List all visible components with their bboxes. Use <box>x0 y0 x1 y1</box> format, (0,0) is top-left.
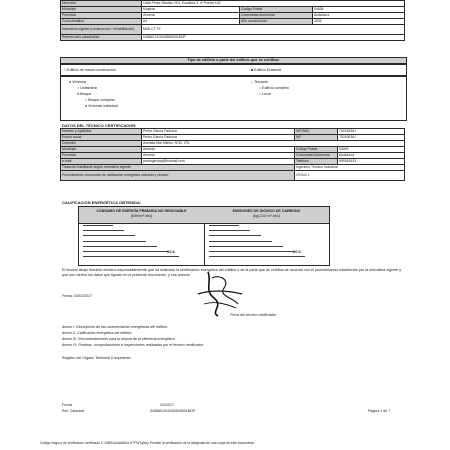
row-label-2: Comunidad Autónoma <box>240 13 313 19</box>
row-value: A4 <box>142 19 240 25</box>
row-label-2: Teléfono <box>295 159 338 165</box>
footer-ref-value: 0456601XG0405N0001BOP <box>150 409 196 413</box>
table-row <box>61 25 405 35</box>
row-label: Nombre y Apellidos <box>61 129 142 135</box>
technician-table <box>60 128 405 181</box>
row-value: Almería <box>142 13 240 19</box>
rating-scale-row <box>83 235 135 236</box>
rating-box <box>78 206 330 266</box>
checkbox-icon: □ <box>64 68 68 72</box>
page-number: Página 1 de 7 <box>368 409 391 413</box>
annex-item: Anexo II. Calificación energética del edificio. <box>62 331 133 335</box>
rating-scale-row <box>83 256 179 257</box>
row-label: Municipio <box>61 147 142 153</box>
signature-caption: Firma del técnico certificador <box>230 313 276 317</box>
primary-energy-unit: [kWh/m² año] <box>130 214 153 218</box>
co2-emissions-unit: [kgCO2/ m² año] <box>253 214 280 218</box>
row-label: Provincia <box>61 153 142 159</box>
registry-label: Registro del Órgano Territorial Competente: <box>62 356 132 360</box>
rating-scale-row <box>209 235 261 236</box>
row-value-2: 04638 <box>313 7 405 13</box>
checkbox-checked-icon: ■ <box>251 68 255 72</box>
row-label: Referencia/s catastral/es <box>61 35 142 41</box>
footer-ref-label: Ref. Catastral <box>62 409 84 413</box>
rating-section-title: CALIFICACIÓN ENERGÉTICA OBTENIDA: <box>62 200 142 205</box>
footer-date-value: 3/2/2017 <box>160 403 174 407</box>
signature-date: Fecha: 03/02/2017 <box>62 294 92 298</box>
rating-scale-row <box>209 246 283 247</box>
row-label-2: Código Postal <box>240 7 313 13</box>
row-value: pedrogarciap@hotmail.com <box>142 159 295 165</box>
rating-scale-row <box>83 230 124 231</box>
row-value: Mojácar <box>142 7 240 13</box>
row-label-2: Código Postal <box>295 147 338 153</box>
row-value-2: 75243636J <box>338 129 405 135</box>
footer-date-label: Fecha <box>62 403 72 407</box>
row-value: 0456601XG0405N0001BOP <box>142 35 405 41</box>
building-data-table <box>60 0 405 41</box>
row-value: Almería <box>142 147 295 153</box>
co2-emissions-title: EMISIONES DE DIÓXIDO DE CARBONO <box>232 209 301 213</box>
annex-item: Anexo I. Descripción de las características energéticas del edificio. <box>62 325 169 329</box>
option-vivienda-individual[interactable]: ● Vivienda individual <box>85 104 118 108</box>
row-label-2: NIF <box>295 135 338 141</box>
co2-emissions-value: 20.6 <box>293 249 301 254</box>
row-label: Procedimiento reconocido de calificación energética utilizado y versión: <box>61 171 295 181</box>
row-value-2: 04009 <box>338 147 405 153</box>
type-section-title: Tipo de edificio o parte del edificio que se certifica: <box>187 58 280 62</box>
option-vivienda[interactable]: ● Vivienda <box>69 80 86 84</box>
option-local[interactable]: ○ Local <box>259 92 271 96</box>
row-label-2: Comunidad Autónoma <box>295 153 338 159</box>
rating-scale-row <box>209 230 250 231</box>
primary-energy-value: 92.6 <box>167 249 175 254</box>
co2-emissions-header <box>204 207 329 224</box>
row-label: Municipio <box>61 7 142 13</box>
row-label-2: Año construcción <box>240 19 313 25</box>
row-value-2: Andalucía <box>338 153 405 159</box>
signature-image <box>190 268 250 318</box>
tech-section-title: DATOS DEL TÉCNICO CERTIFICADOR: <box>62 123 137 128</box>
declaration-text: El técnico abajo firmante declara responsablemente que ha realizado la certificación energética del edificio o de la parte que se certifica de acuerdo con el procedimiento establecido por la normativa vigente y que son ciertos los datos que figuran en el presente documento, y sus anexos: <box>62 268 402 278</box>
annex-item: Anexo IV. Pruebas, comprobaciones e inspecciones realizadas por el técnico certificador. <box>62 343 205 347</box>
type-section-subtypes <box>60 75 407 121</box>
row-label: Titulación habilitante según normativa vigente <box>61 165 295 171</box>
row-label: Domicilio <box>61 141 142 147</box>
row-value: Ingeniero Técnico Industrial <box>295 165 405 171</box>
option-new-building[interactable]: □ Edificio de nueva construcción <box>64 68 116 72</box>
option-unifamiliar[interactable]: ○ Unifamiliar <box>77 86 98 90</box>
rating-scale-row <box>209 251 294 252</box>
option-edificio-completo[interactable]: ○ Edificio completo <box>259 86 290 90</box>
row-value: CEXv2.1 <box>295 171 405 181</box>
rating-scale-row <box>83 246 157 247</box>
row-label: e-mail: <box>61 159 142 165</box>
co2-emissions-scale <box>209 225 319 263</box>
annex-item: Anexo III. Recomendaciones para la mejora de la eficiencia energética. <box>62 337 176 341</box>
option-bloque[interactable]: ● Bloque <box>77 92 92 96</box>
primary-energy-title: CONSUMO DE ENERGÍA PRIMARIA NO RENOVABLE <box>96 209 187 213</box>
row-value: Almería <box>142 153 295 159</box>
row-value: Avenida Mar Mitchs, Nº32, 2ºD <box>142 141 405 147</box>
rating-scale-row <box>209 241 272 242</box>
row-value: NBE-CT-79 <box>142 25 405 35</box>
rating-scale-row <box>83 241 146 242</box>
row-value-2: Andalucía <box>313 13 405 19</box>
row-label: Provincia <box>61 13 142 19</box>
row-label: Zona climática <box>61 19 142 25</box>
row-value-2: 75243636J <box>338 135 405 141</box>
rating-scale-row <box>209 225 239 226</box>
row-label: Razón social <box>61 135 142 141</box>
row-value: Calle Pintor Nicolás, Nº4, Escalera 3, 4º Puerta 102 <box>142 1 405 7</box>
row-value: Pedro García Padrosa <box>142 129 295 135</box>
row-value-2: 2005 <box>313 19 405 25</box>
option-existing-building[interactable]: ■ Edificio Existente <box>251 68 282 72</box>
rating-scale-row <box>83 225 113 226</box>
row-label: Dirección <box>61 1 142 7</box>
rating-scale-row <box>209 256 305 257</box>
table-row <box>61 171 405 181</box>
option-bloque-completo[interactable]: ○ Bloque completo <box>85 98 115 102</box>
primary-energy-scale <box>83 225 193 263</box>
table-row <box>61 35 405 41</box>
primary-energy-header <box>79 207 205 224</box>
option-terciario[interactable]: ○ Terciario <box>251 80 268 84</box>
rating-scale-row <box>83 251 168 252</box>
verification-strip: Código Seguro de verificación certificado C.10N9/oA4ck6A1LHTFW7qNoy Permite la verificación de la integridad de una copia de este documento <box>40 441 255 445</box>
row-value: Pedro García Padrosa <box>142 135 295 141</box>
row-value-2: 699343633 <box>338 159 405 165</box>
row-label-2: NIF(NIE) <box>295 129 338 135</box>
rating-divider <box>204 223 205 265</box>
row-label: Normativa vigente (construcción / rehabilitación) <box>61 25 142 35</box>
